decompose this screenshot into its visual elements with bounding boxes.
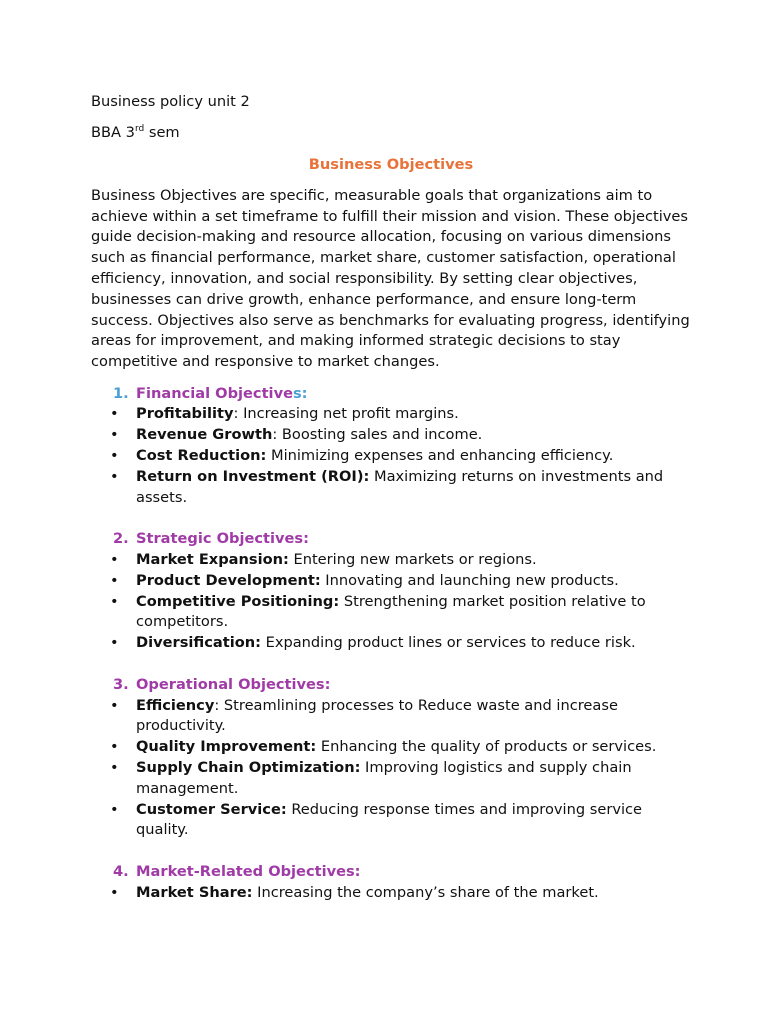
section-heading (91, 675, 691, 696)
item-term: Product Development: (136, 571, 321, 589)
list-item (91, 467, 691, 509)
list-item (91, 592, 691, 634)
item-text: Minimizing expenses and enhancing efficiency. (266, 446, 614, 464)
bullet-list (91, 696, 691, 842)
document-body (91, 92, 691, 903)
document-title: Business Objectives (308, 155, 474, 173)
list-item (91, 446, 691, 467)
item-text: Expanding product lines or services to reduce risk. (260, 634, 636, 652)
section-heading (91, 384, 691, 405)
bullet-marker: • (110, 426, 119, 444)
section-number: 4. (113, 862, 129, 880)
bullet-list (91, 883, 691, 904)
intro-paragraph: Business Objectives are specific, measurable goals that organizations aim to achieve within a set timeframe to fulfill their mission and vision. These objectives guide decision-making and resource allocation, focusing on various dimensions such as financial performance, market share, customer satisfaction, operational efficiency, innovation, and social responsibility. By setting clear objectives, businesses can drive growth, enhance performance, and ensure long-term success. Objectives also serve as benchmarks for evaluating progress, identifying areas for improvement, and making informed strategic decisions to stay competitive and responsive to market changes. (91, 186, 690, 371)
item-term: Revenue Growth (136, 426, 273, 444)
bullet-marker: • (110, 758, 119, 776)
bullet-marker: • (110, 550, 119, 568)
item-text: Entering new markets or regions. (288, 550, 537, 568)
list-item (91, 800, 691, 842)
list-item (91, 696, 691, 738)
list-item (91, 737, 691, 758)
item-text: : Increasing net profit margins. (233, 405, 459, 423)
item-text: Reducing response times and improving service quality. (136, 800, 643, 839)
item-term: Market Share: (136, 883, 253, 901)
item-text: Maximizing returns on investments and assets. (136, 467, 664, 506)
list-item (91, 758, 691, 800)
item-term: Cost Reduction: (136, 446, 267, 464)
item-text: Improving logistics and supply chain management. (136, 758, 632, 797)
item-text: Strengthening market position relative to competitors. (136, 592, 646, 631)
bullet-marker: • (110, 883, 119, 901)
section-title-tail: s: (292, 384, 308, 402)
section-strategic (91, 529, 691, 654)
semester-prefix: BBA 3 (91, 124, 135, 142)
list-item (91, 404, 691, 425)
bullet-marker: • (110, 405, 119, 423)
list-item (91, 550, 691, 571)
item-term: Diversification: (136, 634, 261, 652)
list-item (91, 633, 691, 654)
item-term: Supply Chain Optimization: (136, 758, 361, 776)
course-line: Business policy unit 2 (91, 93, 250, 110)
bullet-marker: • (110, 800, 119, 818)
section-title: Financial Objective (136, 384, 293, 402)
item-text: Enhancing the quality of products or services. (316, 738, 657, 756)
item-term: Return on Investment (ROI): (136, 467, 370, 485)
semester-line (91, 123, 691, 144)
section-financial (91, 384, 691, 509)
section-market-related (91, 862, 691, 904)
item-term: Efficiency (136, 696, 215, 714)
item-term: Customer Service: (136, 800, 287, 818)
section-title: Market-Related Objectives: (136, 862, 361, 880)
item-text: Increasing the company’s share of the market. (252, 883, 599, 901)
item-text: : Boosting sales and income. (272, 426, 483, 444)
item-term: Market Expansion: (136, 550, 289, 568)
bullet-marker: • (110, 592, 119, 610)
bullet-marker: • (110, 467, 119, 485)
bullet-marker: • (110, 446, 119, 464)
section-heading (91, 862, 691, 883)
item-text: Innovating and launching new products. (320, 571, 619, 589)
list-item (91, 883, 691, 904)
bullet-list (91, 404, 691, 508)
item-term: Quality Improvement: (136, 738, 317, 756)
section-number: 3. (113, 675, 129, 693)
semester-suffix: sem (144, 124, 180, 142)
bullet-marker: • (110, 738, 119, 756)
item-text: : Streamlining processes to Reduce waste and increase productivity. (136, 696, 618, 735)
section-number: 2. (113, 530, 129, 548)
section-title: Strategic Objectives: (136, 530, 309, 548)
bullet-list (91, 550, 691, 654)
section-title: Operational Objectives: (136, 675, 331, 693)
list-item (91, 571, 691, 592)
bullet-marker: • (110, 571, 119, 589)
bullet-marker: • (110, 696, 119, 714)
list-item (91, 425, 691, 446)
semester-superscript: rd (134, 124, 145, 135)
section-number: 1. (113, 384, 129, 402)
section-heading (91, 529, 691, 550)
bullet-marker: • (110, 634, 119, 652)
item-term: Competitive Positioning: (136, 592, 340, 610)
section-operational (91, 675, 691, 841)
item-term: Profitability (136, 405, 234, 423)
